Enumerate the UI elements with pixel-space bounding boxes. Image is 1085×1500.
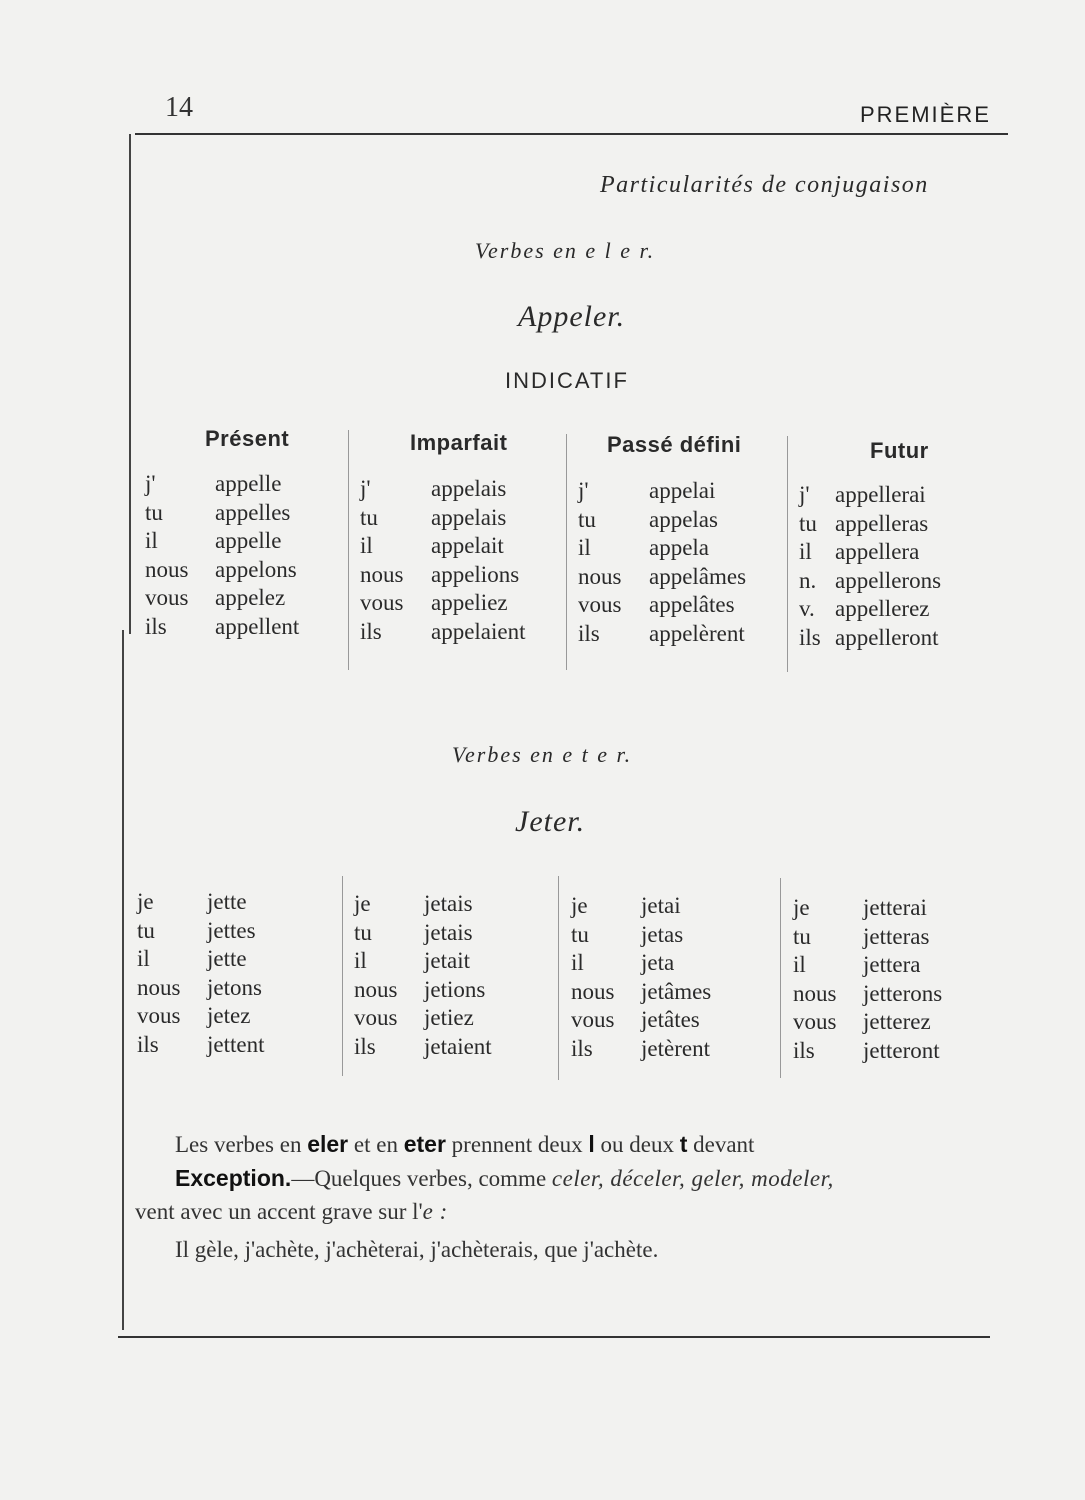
page-number: 14 xyxy=(165,92,193,123)
verb-form: appelleras xyxy=(835,510,929,536)
column-divider xyxy=(780,878,781,1078)
verb-form: appellerez xyxy=(835,596,930,622)
conjugation-row xyxy=(799,567,941,596)
verb-form: jetait xyxy=(424,948,470,974)
tense-present-heading: Présent xyxy=(205,426,290,451)
note-term: eler xyxy=(307,1131,349,1157)
conjugation-row xyxy=(360,504,526,533)
conjugation-row xyxy=(360,589,526,618)
verb-form: jetteront xyxy=(863,1037,940,1063)
rule-note-line-2 xyxy=(135,1162,1025,1195)
conjugation-row xyxy=(137,1031,264,1060)
pronoun: vous xyxy=(793,1009,837,1035)
note-text: prennent deux xyxy=(445,1132,589,1157)
note-examples-line: Il gèle, j'achète, j'achèterai, j'achèterais, que j'achète. xyxy=(175,1237,659,1262)
verb-form: jette xyxy=(207,946,247,972)
pronoun: il xyxy=(571,950,584,976)
tense-futur-heading: Futur xyxy=(870,438,929,463)
verb-form: appelèrent xyxy=(649,620,745,646)
conjugation-row xyxy=(571,1035,711,1064)
note-letter: e : xyxy=(422,1199,448,1224)
conjugation-row xyxy=(793,894,942,923)
column-divider xyxy=(342,876,343,1076)
pronoun: nous xyxy=(354,976,398,1002)
verb-form: appelâmes xyxy=(649,563,747,589)
conjugation-row xyxy=(145,584,299,613)
pronoun: il xyxy=(799,539,812,565)
rule-note-line-3 xyxy=(135,1196,985,1228)
conjugation-row xyxy=(145,499,299,528)
pronoun: il xyxy=(137,946,150,972)
pronoun: vous xyxy=(145,585,189,611)
conjugation-row xyxy=(137,974,264,1003)
conjugation-row xyxy=(137,888,264,917)
verb-form: appellerai xyxy=(835,482,926,507)
conjugation-row xyxy=(799,510,941,539)
pronoun: n. xyxy=(799,567,817,593)
conjugation-row xyxy=(145,613,299,642)
conjugation-row xyxy=(571,1006,711,1035)
pronoun: tu xyxy=(354,919,372,945)
pronoun: il xyxy=(793,952,806,978)
eter-passe-defini-column xyxy=(571,892,711,1064)
verb-form: jetterai xyxy=(863,895,927,920)
pronoun: j' xyxy=(578,478,589,503)
verb-form: jeta xyxy=(641,950,675,976)
conjugation-row xyxy=(360,618,526,647)
eler-imparfait-column xyxy=(360,475,526,647)
conjugation-row xyxy=(571,978,711,1007)
conjugation-row xyxy=(571,921,711,950)
conjugation-row xyxy=(793,1008,942,1037)
pronoun: tu xyxy=(137,917,155,943)
verb-form: jetais xyxy=(424,919,473,945)
conjugation-row xyxy=(578,591,746,620)
verb-form: appelleront xyxy=(835,624,939,650)
eter-heading: Verbes en e t e r. xyxy=(452,742,633,767)
pronoun: il xyxy=(145,528,158,554)
column-divider xyxy=(348,430,349,670)
note-text: Les verbes en xyxy=(175,1132,308,1157)
pronoun: il xyxy=(360,533,373,559)
pronoun: ils xyxy=(137,1031,159,1057)
conjugation-row xyxy=(578,620,746,649)
conjugation-row xyxy=(145,556,299,585)
conjugation-row xyxy=(578,534,746,563)
pronoun: tu xyxy=(145,499,163,525)
verb-form: jetions xyxy=(424,976,486,1002)
conjugation-row xyxy=(578,477,746,506)
verb-form: jettent xyxy=(207,1031,265,1057)
verb-form: appelle xyxy=(215,471,282,496)
conjugation-row xyxy=(360,561,526,590)
column-divider xyxy=(558,876,559,1080)
eter-futur-column xyxy=(793,894,942,1066)
left-rule-lower xyxy=(122,630,124,1330)
conjugation-row xyxy=(354,1033,492,1062)
verb-form: appelais xyxy=(431,476,507,501)
conjugation-row xyxy=(354,947,492,976)
conjugation-row xyxy=(360,475,526,504)
verb-form: jetteras xyxy=(863,923,930,949)
verb-form: appellerons xyxy=(835,567,942,593)
section-title: Particularités de conjugaison xyxy=(600,172,929,198)
verb-form: jetai xyxy=(641,893,681,918)
verb-form: jetterons xyxy=(863,980,943,1006)
conjugation-row xyxy=(793,951,942,980)
column-divider xyxy=(566,434,567,670)
pronoun: il xyxy=(354,948,367,974)
pronoun: ils xyxy=(571,1035,593,1061)
pronoun: je xyxy=(354,891,371,916)
column-divider xyxy=(787,436,788,672)
pronoun: j' xyxy=(360,476,371,501)
conjugation-row xyxy=(793,1037,942,1066)
note-text: vent avec un accent grave sur l' xyxy=(135,1199,423,1224)
eter-present-column xyxy=(137,888,264,1060)
verb-form: appelle xyxy=(215,528,282,554)
pronoun: ils xyxy=(578,620,600,646)
rule-note-line-4 xyxy=(135,1234,1025,1266)
verb-form: jetons xyxy=(207,974,262,1000)
verb-form: appelait xyxy=(431,533,504,559)
eler-passe-defini-column xyxy=(578,477,746,649)
eter-verb-title: Jeter. xyxy=(515,805,586,838)
verb-form: jetiez xyxy=(424,1005,474,1031)
pronoun: vous xyxy=(360,590,404,616)
conjugation-row xyxy=(799,481,941,510)
pronoun: nous xyxy=(793,980,837,1006)
note-term: t xyxy=(679,1131,688,1157)
conjugation-row xyxy=(137,945,264,974)
pronoun: vous xyxy=(137,1003,181,1029)
conjugation-row xyxy=(571,892,711,921)
pronoun: ils xyxy=(145,613,167,639)
verb-form: appellent xyxy=(215,613,300,639)
verb-form: appeliez xyxy=(431,590,508,616)
verb-form: appelaient xyxy=(431,618,526,644)
tense-imparfait-heading: Imparfait xyxy=(410,430,508,455)
pronoun: je xyxy=(793,895,810,920)
conjugation-row xyxy=(799,595,941,624)
verb-form: jetaient xyxy=(424,1033,492,1059)
verb-form: appelles xyxy=(215,499,291,525)
note-text: —Quelques verbes, comme xyxy=(291,1166,552,1191)
exception-label: Exception. xyxy=(175,1165,292,1191)
pronoun: tu xyxy=(799,510,817,536)
conjugation-row xyxy=(354,1004,492,1033)
pronoun: tu xyxy=(578,506,596,532)
pronoun: je xyxy=(137,889,154,914)
conjugation-row xyxy=(578,563,746,592)
verb-form: jetèrent xyxy=(641,1035,710,1061)
eter-imparfait-column xyxy=(354,890,492,1062)
verb-form: jetâtes xyxy=(641,1007,700,1033)
verb-form: appela xyxy=(649,535,710,561)
mood-label: INDICATIF xyxy=(505,368,629,393)
eler-verb-title: Appeler. xyxy=(518,300,626,333)
eler-futur-column xyxy=(799,481,941,653)
conjugation-row xyxy=(571,949,711,978)
bottom-rule xyxy=(118,1336,990,1338)
pronoun: il xyxy=(578,535,591,561)
note-text: devant xyxy=(687,1132,755,1157)
note-term: eter xyxy=(403,1131,446,1157)
verb-form: appelas xyxy=(649,506,718,532)
conjugation-row xyxy=(137,917,264,946)
conjugation-row xyxy=(793,923,942,952)
pronoun: vous xyxy=(354,1005,398,1031)
conjugation-row xyxy=(360,532,526,561)
note-text: et en xyxy=(348,1132,404,1157)
conjugation-row xyxy=(354,919,492,948)
verb-form: jetez xyxy=(207,1003,251,1029)
verb-form: jettes xyxy=(207,917,256,943)
eler-present-column xyxy=(145,470,299,642)
top-rule xyxy=(135,133,1008,135)
conjugation-row xyxy=(799,624,941,653)
verb-form: appelais xyxy=(431,504,507,530)
pronoun: vous xyxy=(578,592,622,618)
verb-form: appelons xyxy=(215,556,297,582)
pronoun: tu xyxy=(793,923,811,949)
verb-form: jetâmes xyxy=(641,978,712,1004)
pronoun: nous xyxy=(578,563,622,589)
pronoun: nous xyxy=(137,974,181,1000)
pronoun: nous xyxy=(571,978,615,1004)
eler-heading: Verbes en e l e r. xyxy=(475,238,656,263)
pronoun: ils xyxy=(793,1037,815,1063)
verb-form: appellera xyxy=(835,539,920,565)
conjugation-row xyxy=(145,470,299,499)
pronoun: vous xyxy=(571,1007,615,1033)
pronoun: j' xyxy=(799,482,810,507)
running-head: PREMIÈRE xyxy=(860,102,991,127)
pronoun: nous xyxy=(360,561,404,587)
pronoun: tu xyxy=(360,504,378,530)
verb-form: appelez xyxy=(215,585,286,611)
conjugation-row xyxy=(354,976,492,1005)
verb-form: appelions xyxy=(431,561,520,587)
note-term: l xyxy=(588,1131,595,1157)
pronoun: ils xyxy=(354,1033,376,1059)
note-text: ou deux xyxy=(594,1132,680,1157)
conjugation-row xyxy=(799,538,941,567)
note-examples: celer, déceler, geler, modeler, xyxy=(551,1166,834,1191)
verb-form: jetais xyxy=(424,891,473,916)
tense-passe-defini-heading: Passé défini xyxy=(607,432,742,457)
verb-form: appelâtes xyxy=(649,592,735,618)
conjugation-row xyxy=(793,980,942,1009)
left-rule xyxy=(129,134,131,634)
verb-form: jettera xyxy=(863,952,921,978)
verb-form: jette xyxy=(207,889,247,914)
pronoun: nous xyxy=(145,556,189,582)
pronoun: je xyxy=(571,893,588,918)
pronoun: ils xyxy=(799,624,821,650)
verb-form: jetterez xyxy=(863,1009,931,1035)
pronoun: j' xyxy=(145,471,156,496)
verb-form: appelai xyxy=(649,478,716,503)
conjugation-row xyxy=(145,527,299,556)
pronoun: ils xyxy=(360,618,382,644)
rule-note-line-1 xyxy=(135,1128,1025,1161)
pronoun: tu xyxy=(571,921,589,947)
conjugation-row xyxy=(137,1002,264,1031)
conjugation-row xyxy=(578,506,746,535)
conjugation-row xyxy=(354,890,492,919)
pronoun: v. xyxy=(799,596,815,622)
verb-form: jetas xyxy=(641,921,684,947)
